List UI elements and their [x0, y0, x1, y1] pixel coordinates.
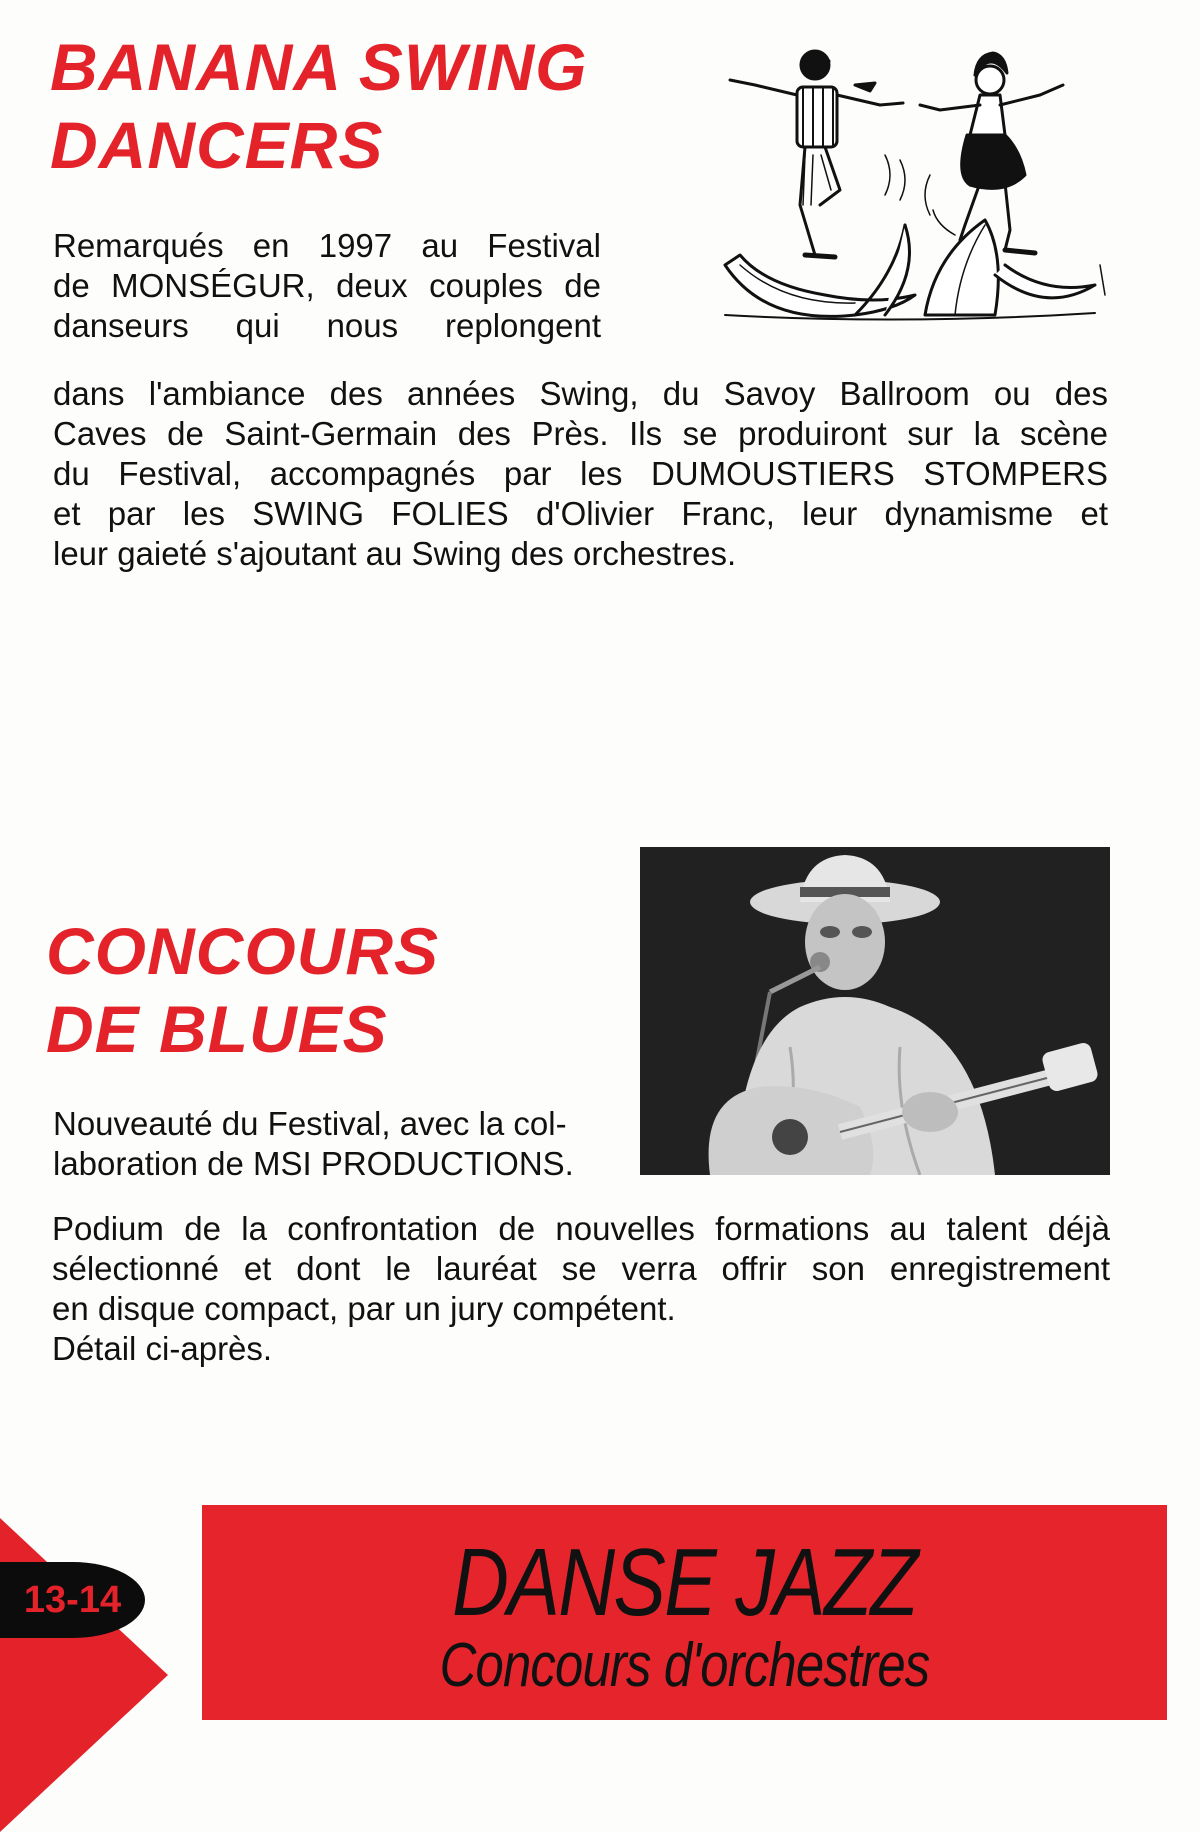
banana-swing-title	[50, 28, 588, 184]
blues-body-line: en disque compact, par un jury compétent.	[52, 1290, 676, 1327]
banana-title-line-2: DANCERS	[50, 108, 384, 182]
concours-blues-title	[46, 912, 439, 1068]
swing-dancers-illustration	[705, 25, 1115, 335]
banana-title-line-1: BANANA SWING	[50, 30, 588, 104]
page-number-badge: 13-14	[0, 1562, 145, 1638]
blues-title-line-2: DE BLUES	[46, 992, 388, 1066]
banana-body-line: dans l'ambiance des années Swing, du Savoy Ballroom ou des	[53, 375, 1108, 412]
banana-body-line: du Festival, accompagnés par les DUMOUSTIERS STOMPERS	[53, 455, 1108, 492]
banana-intro-line: de MONSÉGUR, deux couples de	[53, 267, 601, 304]
danse-jazz-banner	[202, 1505, 1167, 1720]
banner-title: DANSE JAZZ	[452, 1529, 917, 1636]
blues-title-line-1: CONCOURS	[46, 914, 440, 988]
banana-intro-line: danseurs qui nous replongent	[53, 307, 601, 344]
banner-subtitle: Concours d'orchestres	[439, 1631, 930, 1700]
blues-body	[52, 1209, 1110, 1369]
blues-guitarist-photo	[640, 847, 1110, 1175]
blues-intro	[53, 1104, 623, 1184]
blues-body-line: sélectionné et dont le lauréat se verra offrir son enregistrement	[52, 1250, 1110, 1287]
blues-body-line: Podium de la confrontation de nouvelles formations au talent déjà	[52, 1210, 1110, 1247]
blues-body-line: Détail ci-après.	[52, 1330, 273, 1367]
blues-intro-line: laboration de MSI PRODUCTIONS.	[53, 1145, 574, 1182]
banana-body	[53, 374, 1108, 574]
banana-body-line: leur gaieté s'ajoutant au Swing des orchestres.	[53, 535, 737, 572]
banana-intro	[53, 226, 601, 346]
banana-body-line: Caves de Saint-Germain des Près. Ils se produiront sur la scène	[53, 415, 1108, 452]
banana-body-line: et par les SWING FOLIES d'Olivier Franc, leur dynamisme et	[53, 495, 1108, 532]
banana-intro-line: Remarqués en 1997 au Festival	[53, 227, 601, 264]
blues-intro-line: Nouveauté du Festival, avec la col-	[53, 1105, 567, 1142]
